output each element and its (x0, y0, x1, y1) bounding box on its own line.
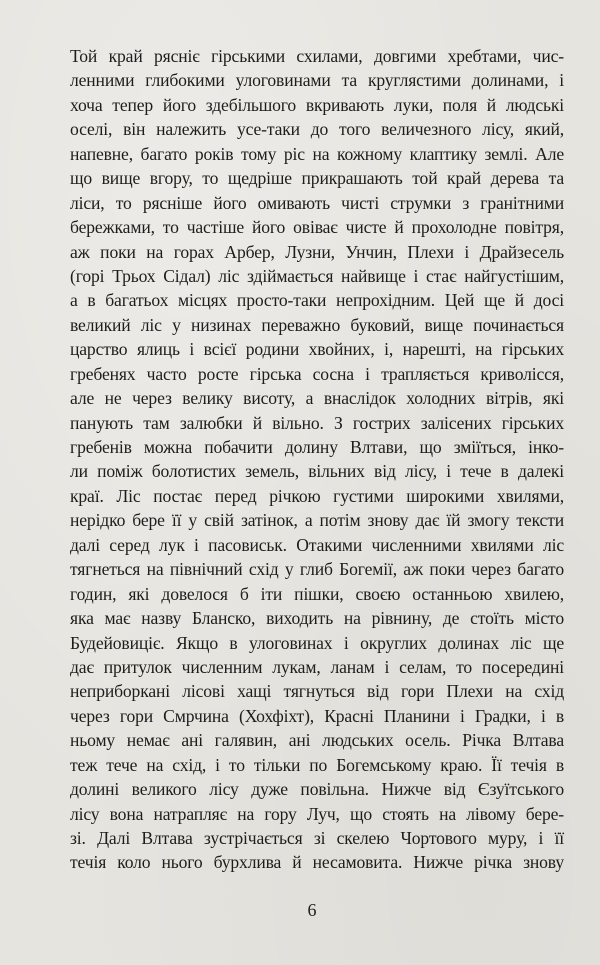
text-line-content: ленними глибокими улоговинами та круглястими долинами, і (70, 70, 564, 91)
text-line-content: далі серед лук і пасовиськ. Отакими численними хвилями ліс (70, 534, 564, 555)
text-line (70, 557, 564, 581)
text-line-content: годин, які довелося б іти пішки, своєю останньою хвилею, (70, 583, 564, 604)
text-line (70, 142, 564, 166)
text-line (70, 313, 564, 337)
text-line (70, 802, 564, 826)
text-line-content: теж тече на схід, і то тільки по Богемському краю. Її течія в (70, 754, 564, 775)
text-line (70, 411, 564, 435)
text-line (70, 582, 564, 606)
text-line (70, 337, 564, 361)
text-line (70, 484, 564, 508)
text-line (70, 435, 564, 459)
text-line-content: (горі Трьох Сідал) ліс здіймається найвище і стає найгустішим, (70, 265, 564, 286)
text-line-content: ли поміж болотистих земель, вільних від лісу, і тече в далекі (70, 461, 564, 482)
text-line (70, 655, 564, 679)
text-line (70, 191, 564, 215)
text-line-content: бережками, то частіше його овіває чисте й прохолодне повітря, (70, 217, 564, 238)
text-line-content: Той край рясніє гірськими схилами, довгими хребтами, чис- (70, 46, 564, 66)
text-line-content: гребенів можна побачити долину Влтави, що зміїться, інко- (70, 437, 564, 457)
text-line-content: лісу вона натрапляє на гору Луч, що стоять на лівому бере- (70, 803, 564, 824)
text-line (70, 533, 564, 557)
text-line-content: оселі, він належить усе-таки до того величезного лісу, який, (70, 119, 564, 140)
body-text (70, 44, 564, 875)
text-line-content: зі. Далі Влтава зустрічається зі скелею Чортового муру, і її (70, 828, 564, 848)
text-line (70, 288, 564, 312)
text-line (70, 631, 564, 655)
text-line-content: долині великого лісу дуже повільна. Нижче від Єзуїтського (70, 779, 564, 800)
text-line (70, 728, 564, 752)
text-line-content: тягнеться на північний схід у глиб Богемії, аж поки через багато (70, 559, 564, 580)
text-line-content: а в багатьох місцях просто-таки непрохідним. Цей ще й досі (70, 290, 564, 311)
text-line (70, 826, 564, 850)
text-line-content: царство ялиць і всієї родини хвойних, і, нарешті, на гірських (70, 339, 564, 360)
text-line-content: але не через велику висоту, а внаслідок холодних вітрів, які (70, 388, 564, 409)
text-line (70, 508, 564, 532)
text-line (70, 606, 564, 630)
text-line-content: аж поки на горах Арбер, Лузни, Унчин, Плехи і Драйзесель (70, 241, 564, 262)
text-line (70, 264, 564, 288)
text-line (70, 679, 564, 703)
text-line-content: ньому немає ані галявин, ані людських осель. Річка Влтава (70, 730, 564, 751)
text-line (70, 117, 564, 141)
text-line (70, 93, 564, 117)
page-number: 6 (307, 900, 317, 920)
text-line (70, 68, 564, 92)
text-line (70, 386, 564, 410)
text-line-content: нерідко бере її у свій затінок, а потім знову дає їй змогу тексти (70, 510, 564, 531)
text-line-content: яка має назву Бланско, виходить на рівнину, де стоїть місто (70, 608, 564, 629)
text-line-content: панують там залюбки й вільно. З гострих залісених гірських (70, 412, 564, 433)
text-line-content: що вище вгору, то щедріше прикрашають той край дерева та (70, 168, 564, 189)
text-line-content: Будейовиціє. Якщо в улоговинах і округлих долинах ліс ще (70, 632, 564, 653)
text-line-content: течія коло нього бурхлива й несамовита. Нижче річка знову (70, 852, 564, 873)
text-line (70, 240, 564, 264)
text-line (70, 850, 564, 874)
text-line (70, 777, 564, 801)
text-line-content: напевне, багато років тому ріс на кожному клаптику землі. Але (70, 143, 564, 164)
text-line (70, 459, 564, 483)
text-line-content: гребенях часто росте гірська сосна і трапляється криволісся, (70, 363, 564, 384)
text-line-content: хоча тепер його здебільшого вкривають луки, поля й людські (70, 94, 564, 115)
text-line-content: дає притулок численним лукам, ланам і селам, то посередині (70, 656, 564, 677)
text-line-content: краї. Ліс постає перед річкою густими широкими хвилями, (70, 485, 564, 506)
text-line-content: ліси, то рясніше його омивають чисті струмки з гранітними (70, 192, 564, 213)
text-line (70, 704, 564, 728)
text-line (70, 753, 564, 777)
text-line (70, 44, 564, 68)
text-line-content: неприборкані лісові хащі тягнуться від гори Плехи на схід (70, 681, 564, 702)
text-line (70, 362, 564, 386)
text-line-content: через гори Смрчина (Хохфіхт), Красні Планини і Градки, і в (70, 705, 564, 726)
text-line (70, 166, 564, 190)
text-line (70, 215, 564, 239)
text-line-content: великий ліс у низинах переважно буковий, вище починається (70, 314, 564, 335)
